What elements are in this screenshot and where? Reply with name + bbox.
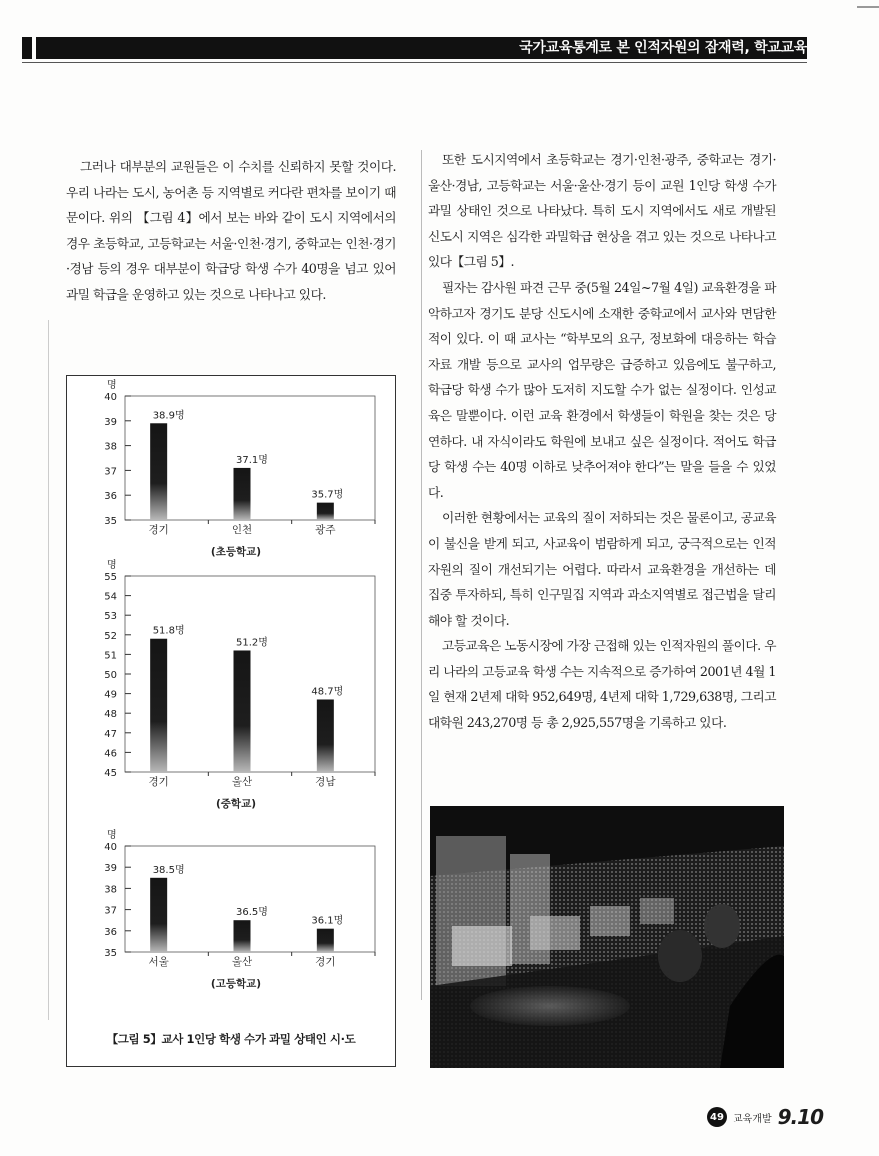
bar [317,503,334,520]
y-tick-label: 36 [104,491,117,503]
y-axis-unit-label: 명 [107,830,117,841]
y-tick-label: 49 [104,689,117,701]
bar-charts [67,376,395,1026]
x-category-label: 경기 [315,956,336,968]
y-tick-label: 55 [104,572,117,583]
chart-subtitle: (고등학교) [210,978,262,990]
y-tick-label: 45 [104,768,117,779]
margin-rule [48,320,49,1020]
page-footer [707,1102,823,1132]
y-axis-unit-label: 명 [107,560,117,571]
bar [234,468,251,520]
bar-value-label: 37.1명 [236,454,268,466]
y-tick-label: 54 [104,591,117,603]
y-tick-label: 37 [104,466,117,478]
x-category-label: 경남 [315,776,336,788]
bar [150,639,167,772]
y-tick-label: 52 [104,630,117,642]
classroom-photo [430,806,784,1068]
header-rule [22,62,807,63]
bar [317,929,334,952]
bar-value-label: 36.1명 [311,915,344,927]
column-divider [421,150,422,1000]
bar-value-label: 51.8명 [152,625,185,637]
y-tick-label: 35 [104,948,117,959]
y-tick-label: 46 [104,748,117,760]
chart-subtitle: (초등학교) [210,546,262,558]
bar [150,423,167,520]
y-axis-unit-label: 명 [107,380,117,391]
bar-value-label: 36.5명 [236,907,268,919]
body-paragraph: 필자는 감사원 파견 근무 중(5월 24일~7월 4일) 교육환경을 파악하고자 경기도 분당 신도시에 소재한 중학교에서 교사와 면담한 적이 있다. 이 때 교사는 “학부모의 요구, 정보화에 대응하는 학습 자료 개발 등으로 교사의 업무량은 급증하고 있음에도 불구하고, 학급당 학생 수가 많아 도저히 지도할 수가 없는 실정이다. 인성교육은 말뿐이다. 이런 교육 환경에서 학생들이 학원을 찾는 것은 당연하다. 내 자식이라도 학원에 보내고 싶은 실정이다. 적어도 학급당 학생 수는 40명 이하로 낮추어져야 한다”는 말을 들을 수 있었다. [428,279,776,500]
bar-value-label: 35.7명 [311,489,344,501]
bar-value-label: 48.7명 [311,686,344,698]
x-category-label: 울산 [231,956,253,968]
y-tick-label: 50 [104,670,117,681]
bar-value-label: 38.5명 [152,864,185,876]
bar [150,878,167,952]
x-category-label: 광주 [315,524,336,536]
bar [317,699,334,772]
y-tick-label: 53 [104,611,117,623]
bar-value-label: 38.9명 [152,410,185,422]
y-tick-label: 37 [104,905,117,917]
y-tick-label: 48 [104,709,117,721]
page-number: 49 [707,1107,727,1127]
x-category-label: 경기 [148,776,169,788]
y-tick-label: 39 [104,863,117,875]
issue-number: 9.10 [777,1105,823,1129]
publication-name: 교육개발 [733,1113,772,1125]
y-tick-label: 40 [104,842,117,853]
x-category-label: 인천 [231,524,253,536]
bar [234,650,251,772]
y-tick-label: 38 [104,441,117,453]
x-category-label: 울산 [231,776,253,788]
y-tick-label: 39 [104,416,117,428]
x-category-label: 서울 [148,956,169,968]
body-paragraph: 그러나 대부분의 교원들은 이 수치를 신뢰하지 못할 것이다. 우리 나라는 도시, 농어촌 등 지역별로 커다란 편차를 보이기 때문이다. 위의 【그림 4】에서 보는 바와 같이 도시 지역에서의 경우 초등학교, 고등학교는 서울·인천·경기, 중학교는 인천·경기·경남 등의 경우 대부분이 학급당 학생 수가 40명을 넘고 있어 과밀 학급을 운영하고 있는 것으로 나타나고 있다. [66,159,396,302]
y-tick-label: 47 [104,728,117,740]
y-tick-label: 51 [104,650,117,662]
running-header-title: 국가교육통계로 본 인적자원의 잠재력, 학교교육 [519,40,807,56]
figure-box [66,375,396,1067]
bar-value-label: 51.2명 [236,637,268,649]
bar [234,920,251,952]
x-category-label: 경기 [148,524,169,536]
y-tick-label: 40 [104,392,117,403]
body-paragraph: 이러한 현황에서는 교육의 질이 저하되는 것은 물론이고, 공교육이 불신을 받게 되고, 사교육이 범람하게 되고, 궁극적으로는 인적자원의 질이 개선되기는 어렵다. 따라서 교육환경을 개선하는 데 집중 투자하되, 특히 인구밀집 지역과 과소지역별로 접근법을 달리해야 할 것이다. [428,510,776,628]
y-tick-label: 36 [104,926,117,938]
y-tick-label: 35 [104,516,117,527]
left-column [66,154,396,308]
right-column [428,147,776,736]
figure-caption: 【그림 5】교사 1인당 학생 수가 과밀 상태인 시·도 [106,1032,356,1046]
header-block [22,37,32,59]
body-paragraph: 고등교육은 노동시장에 가장 근접해 있는 인적자원의 풀이다. 우리 나라의 고등교육 학생 수는 지속적으로 증가하여 2001년 4월 1일 현재 2년제 대학 952,649명, 4년제 대학 1,729,638명, 그리고 대학원 243,270명 등 총 2,925,557명을 기록하고 있다. [428,638,776,731]
y-tick-label: 38 [104,884,117,896]
corner-mark [857,6,879,8]
body-paragraph: 또한 도시지역에서 초등학교는 경기·인천·광주, 중학교는 경기·울산·경남, 고등학교는 서울·울산·경기 등이 교원 1인당 학생 수가 과밀 상태인 것으로 나타났다. 특히 도시 지역에서도 새로 개발된 신도시 지역은 심각한 과밀학급 현상을 겪고 있는 것으로 나타나고 있다【그림 5】. [428,152,776,270]
chart-subtitle: (중학교) [215,798,257,810]
